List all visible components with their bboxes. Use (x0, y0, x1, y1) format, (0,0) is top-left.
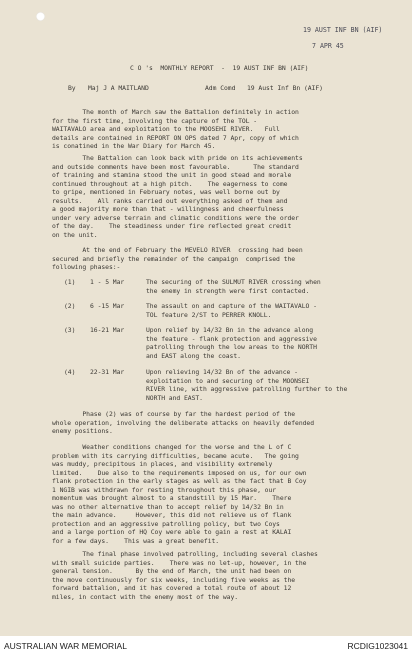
text-line: on the unit. (52, 230, 98, 239)
text-line: secured and briefly the remainder of the campaign comprised the (52, 254, 296, 263)
text-line: the main advance. However, this did not relieve us of flank (52, 511, 292, 519)
by-label: By (68, 84, 76, 92)
text-line: with small suicide parties. There was no let-up, however, in the (52, 558, 307, 567)
text-line: forward battalion, and it has covered a total route of about 12 (52, 584, 292, 592)
text-line: is conatined in the War Diary for March 45. (52, 142, 216, 150)
text-line: to gripe, mentioned in February notes, was well borne out by (52, 188, 280, 196)
record-id: RCDIG1023041 (347, 641, 408, 651)
text-line: following phases:- (52, 263, 121, 271)
text-line: miles, in contact with the enemy most of the way. (52, 592, 239, 601)
text-line: details are contained in REPORT ON OPS dated 7 Apr, copy of which (52, 133, 299, 142)
phase-dates: 16-21 Mar (90, 326, 125, 334)
text-line: flank protection in the early stages as well as the fact that B Coy (52, 477, 307, 485)
text-line: and outside comments have been most favourable. The standard (52, 162, 299, 171)
text-line: protection and an aggressive patrolling policy, but two Coys (52, 519, 280, 528)
text-line: limited. Due also to the requirements imposed on us, for our own (52, 468, 307, 477)
report-title: C O 's MONTHLY REPORT - 19 AUST INF BN (AIF) (130, 64, 309, 72)
text-line: was muddy, precipitous in places, and visibility extremely (52, 460, 273, 468)
phase-number: (1) (64, 278, 76, 286)
text-line: for a few days. This was a great benefit. (52, 536, 220, 545)
text-line: and a large portion of HQ Coy were able to gain a rest at KALAI (52, 528, 292, 536)
phase-text-line: The securing of the SULMUT RIVER crossing when (146, 278, 321, 286)
phase-text-line: the enemy in strength were first contacted. (146, 286, 310, 295)
text-line: of the day. The steadiness under fire reflected great credit (52, 222, 292, 230)
text-line: continued throughout at a high pitch. The eagerness to come (52, 179, 288, 188)
author-unit: 19 Aust Inf Bn (AIF) (247, 84, 323, 92)
archive-footer (0, 636, 412, 654)
phase-text-line: the feature - flank protection and aggressive (146, 334, 317, 343)
text-line: results. All ranks carried out everything asked of them and (52, 196, 288, 205)
text-line: general tension. By the end of March, the unit had been on (52, 567, 292, 575)
phase-dates: 6 -15 Mar (90, 302, 125, 310)
text-line: WAITAVALO area and exploitation to the MOOSEHI RIVER. Full (52, 125, 280, 133)
text-line: enemy positions. (52, 427, 113, 435)
author-role: Adm Comd (205, 84, 236, 92)
phase-number: (4) (64, 368, 76, 376)
text-line: for the first time, involving the capture of the TOL - (52, 116, 258, 125)
text-line: The month of March saw the Battalion definitely in action (52, 108, 299, 116)
phase-dates: 22-31 Mar (90, 368, 125, 376)
phase-text-line: RIVER line, with aggressive patrolling further to the (146, 385, 348, 393)
phase-dates: 1 - 5 Mar (90, 278, 125, 286)
text-line: The final phase involved patrolling, including several clashes (52, 550, 318, 558)
text-line: momentum was brought almost to a standstill by 15 Mar. There (52, 494, 292, 502)
text-line: of training and stamina stood the unit in good stead and morale (52, 171, 292, 179)
phase-text-line: The assault on and capture of the WAITAVALO - (146, 302, 317, 310)
phase-text-line: Upon relieving 14/32 Bn of the advance - (146, 368, 298, 376)
phase-number: (2) (64, 302, 76, 310)
phase-text-line: Upon relief by 14/32 Bn in the advance along (146, 326, 314, 334)
text-line: Phase (2) was of course by far the hardest period of the (52, 410, 296, 418)
text-line: the move continuously for six weeks, including five weeks as the (52, 575, 296, 584)
phase-text-line: TOL feature 2/ST to PERRER KNOLL. (146, 310, 272, 319)
phase-number: (3) (64, 326, 76, 334)
text-line: a good majority more than that - willingness and cheerfulness (52, 205, 284, 213)
author-name: Maj J A MAITLAND (88, 84, 149, 92)
phase-text-line: patrolling through the low areas to the NORTH (146, 343, 317, 351)
text-line: whole operation, involving the deliberate attacks on heavily defended (52, 418, 315, 427)
text-line: At the end of February the MEVELO RIVER crossing had been (52, 246, 303, 254)
text-line: under very adverse terrain and climatic conditions were the order (52, 213, 299, 222)
archive-name: AUSTRALIAN WAR MEMORIAL (4, 641, 127, 651)
text-line: Weather conditions changed for the worse and the L of C (52, 443, 292, 451)
phase-text-line: NORTH and EAST. (146, 393, 203, 402)
phase-text-line: exploitation to and securing of the MOONSEI (146, 376, 310, 385)
stamp-unit: 19 AUST INF BN (AIF) (303, 26, 383, 34)
text-line: problem with its carrying difficulties, became acute. The going (52, 451, 299, 460)
text-line: The Battalion can look back with pride on its achievements (52, 154, 303, 162)
stamp-date: 7 APR 45 (312, 42, 344, 50)
punch-hole (36, 12, 45, 21)
text-line: was no other alternative than to accept relief by 14/32 Bn in (52, 502, 284, 511)
phase-text-line: and EAST along the coast. (146, 351, 241, 360)
text-line: 1 NGIB was withdrawn for resting throughout this phase, our (52, 485, 277, 494)
